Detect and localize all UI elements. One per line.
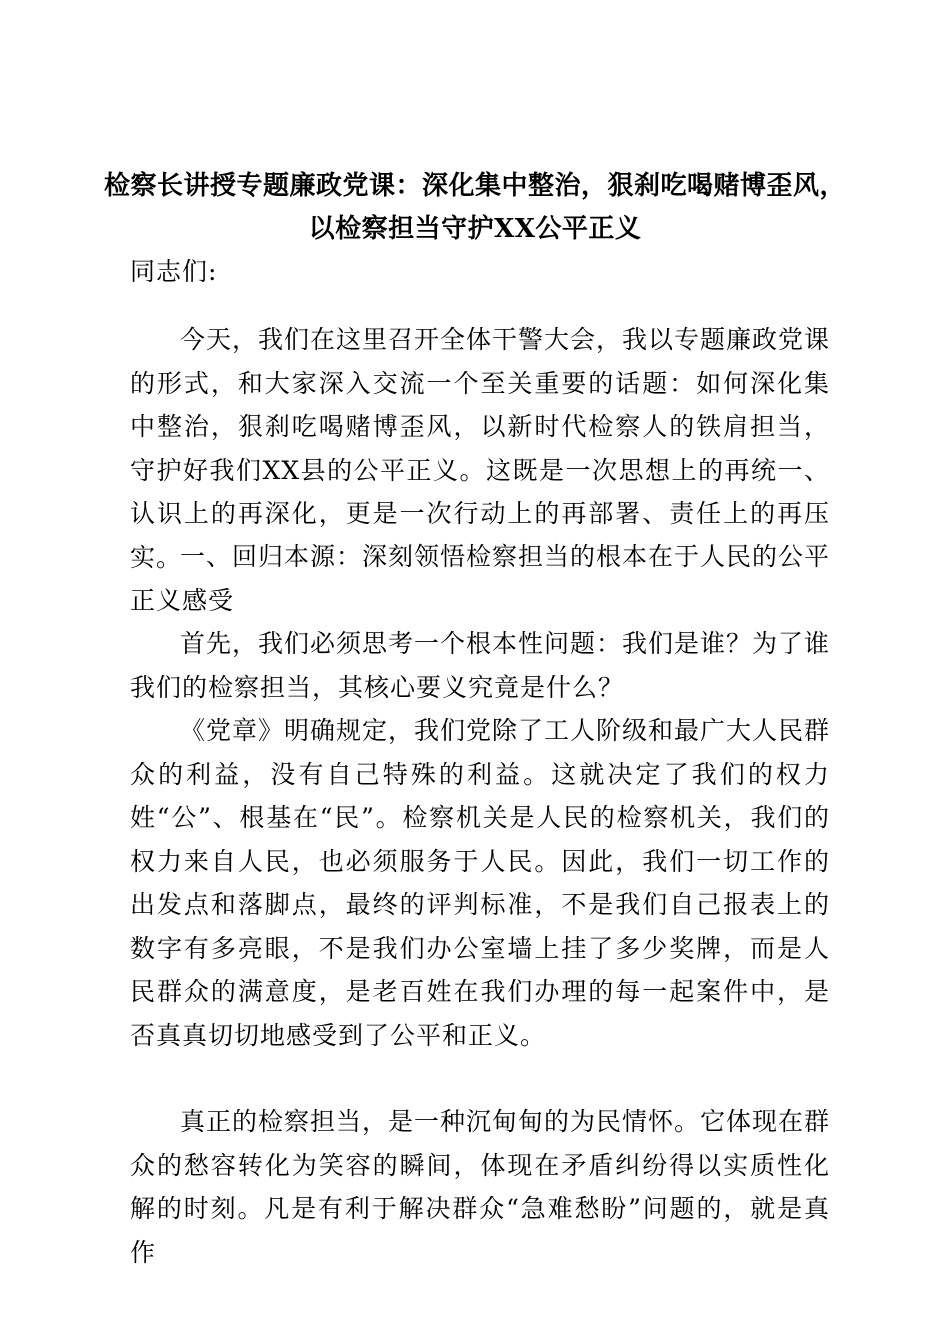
document-title-line-1: 检察长讲授专题廉政党课：深化集中整治，狠刹吃喝赌博歪风，: [103, 171, 846, 201]
paragraph: 真正的检察担当，是一种沉甸甸的为民情怀。它体现在群众的愁容转化为笑容的瞬间，体现在矛盾纠纷得以实质性化解的时刻。凡是有利于解决群众“急难愁盼”问题的，就是真作: [130, 1107, 831, 1267]
document-title-line-2: 以检察担当守护XX公平正义: [308, 214, 642, 244]
salutation: 同志们:: [130, 257, 218, 286]
section-heading-1: 一、回归本源：深刻领悟检察担当的根本在于人民的公平正义感受: [130, 542, 831, 615]
paragraph: 《党章》明确规定，我们党除了工人阶级和最广大人民群众的利益，没有自己特殊的利益。这就决定了我们的权力姓“公”、根基在“民”。检察机关是人民的检察机关，我们的权力来自人民，也必须服务于人民。因此，我们一切工作的出发点和落脚点，最终的评判标准，不是我们自己报表上的数字有多亮眼，不是我们办公室墙上挂了多少奖牌，而是人民群众的满意度，是老百姓在我们办理的每一起案件中，是否真真切切地感受到了公平和正义。: [130, 716, 831, 1050]
paragraph: 首先，我们必须思考一个根本性问题：我们是谁？为了谁我们的检察担当，其核心要义究竟是什么？: [130, 629, 831, 702]
paragraph-intro: 今天，我们在这里召开全体干警大会，我以专题廉政党课的形式，和大家深入交流一个至关重要的话题：如何深化集中整治，狠刹吃喝赌博歪风，以新时代检察人的铁肩担当，守护好我们XX县的公平正义。这既是一次思想上的再统一、认识上的再深化，更是一次行动上的再部署、责任上的再压实。: [130, 325, 831, 572]
